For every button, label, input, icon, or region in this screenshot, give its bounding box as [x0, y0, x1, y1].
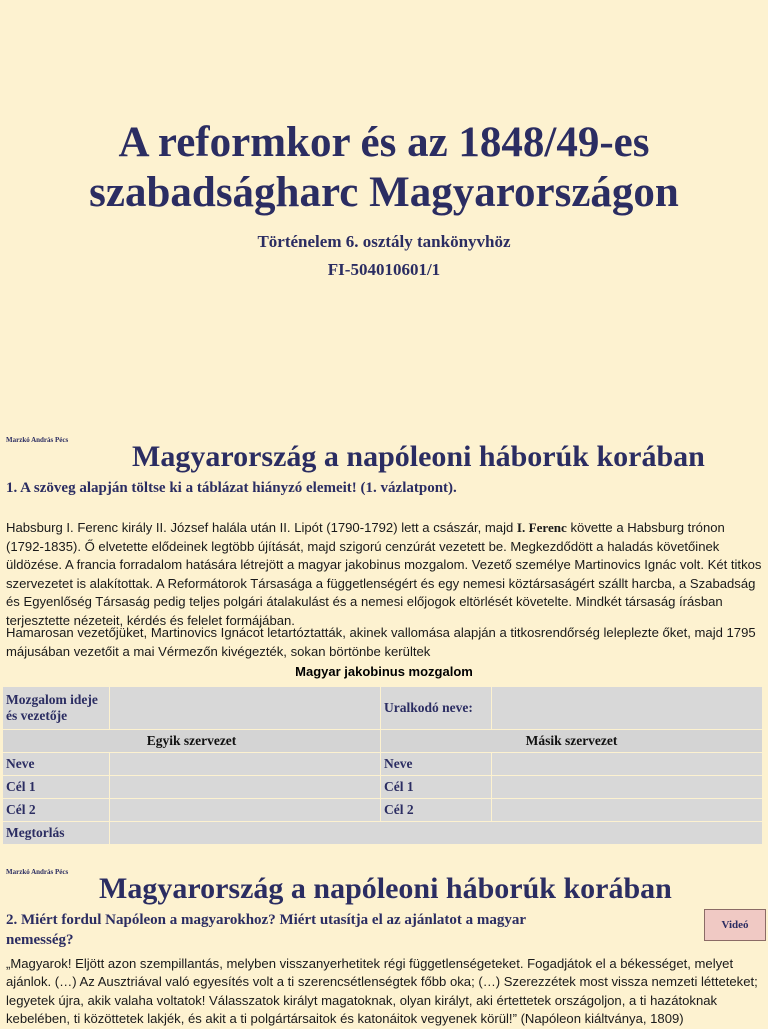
goal2-label-2: Cél 2 — [381, 799, 491, 821]
ruler-name-cell[interactable] — [492, 687, 762, 729]
video-button[interactable]: Videó — [704, 909, 766, 941]
page-title: A reformkor és az 1848/49-es szabadságharc Magyarországon — [89, 119, 679, 216]
napoleon-quote: „Magyarok! Eljött azon szempillantás, melyben visszanyerhetitek régi függetlenségeteket. Fogadjátok el a békességet, melyet ajánlok. (…) Az Ausztriával való egyesítés volt a ti szerencsétlenségtek főbb oka; (…) Szerezzétek most vissza nemzeti létteteket; legyetek újra, akik valaha voltatok! Válasszatok királyt magatoknak, olyan királyt, aki értettetek országoljon, a ti hazátoknak kebelében, ti közöttetek lakjék, és akit a ti polgártársaitok és katonáitok vegyenek körül!” (Napóleon kiáltványa, 1809) — [6, 956, 758, 1027]
table-row — [3, 753, 762, 775]
group1-header: Egyik szervezet — [3, 730, 380, 752]
punishment-cell[interactable] — [110, 822, 762, 844]
name-cell-2[interactable] — [492, 753, 762, 775]
goal2-cell-2[interactable] — [492, 799, 762, 821]
name-label-2: Neve — [381, 753, 491, 775]
table-row — [3, 822, 762, 844]
table-row — [3, 730, 762, 752]
page-subtitle: Történelem 6. osztály tankönyvhöz — [257, 232, 511, 251]
paragraph1-text-a: Habsburg I. Ferenc király II. József halála után II. Lipót (1790-1792) lett a császár, majd — [6, 520, 517, 535]
section2-title: Magyarország a napóleoni háborúk korában — [99, 872, 672, 905]
movement-time-cell[interactable] — [110, 687, 380, 729]
jakobinus-table — [2, 686, 763, 845]
task2-text: 2. Miért fordul Napóleon a magyarokhoz? Miért utasítja el az ajánlatot a magyar nemesség? — [6, 912, 526, 948]
table-row — [3, 799, 762, 821]
goal1-cell-2[interactable] — [492, 776, 762, 798]
paragraph1-bold-name: I. Ferenc — [516, 520, 567, 535]
author-label: Marzkó András Pécs — [6, 436, 69, 444]
group2-header: Másik szervezet — [381, 730, 762, 752]
table-caption: Magyar jakobinus mozgalom — [295, 664, 473, 679]
goal1-cell-1[interactable] — [110, 776, 380, 798]
name-label-1: Neve — [3, 753, 109, 775]
table-row — [3, 687, 762, 729]
goal1-label-2: Cél 1 — [381, 776, 491, 798]
section1-title: Magyarország a napóleoni háborúk korában — [132, 440, 705, 473]
section1-paragraph1 — [6, 519, 762, 631]
ruler-name-label: Uralkodó neve: — [381, 687, 491, 729]
table-row — [3, 776, 762, 798]
movement-time-label: Mozgalom ideje és vezetője — [3, 687, 109, 729]
paragraph1-text-b: követte a Habsburg trónon (1792-1835). Ő elvetette elődeinek legtöbb újítását, majd szigorú cenzúrát vezetett be. Megkezdődött a haladás követőinek üldözése. A francia forradalom hatására létrejött a magyar jakobinus mozgalom. Vezető személye Martinovics Ignác volt. Két titkos szervezetet is alakítottak. A Reformátorok Társasága a függetlenségért és egy nemesi köztársaságért szállt harcba, a Szabadság és Egyenlőség Társaság pedig teljes polgári átalakulást és a nemesi előjogok eltörlését követelte. Mindkét társaság írásban terjesztette nézeteit, kérdés és felelet formájában. — [6, 520, 762, 628]
name-cell-1[interactable] — [110, 753, 380, 775]
task1-text: 1. A szöveg alapján töltse ki a táblázat hiányzó elemeit! (1. vázlatpont). — [6, 480, 457, 496]
goal2-label-1: Cél 2 — [3, 799, 109, 821]
section1-paragraph2: Hamarosan vezetőjüket, Martinovics Ignácot letartóztatták, akinek vallomása alapján a titkosrendőrség leleplezte őket, majd 1795 májusában vezetőit a mai Vérmezőn kivégezték, sokan börtönbe kerültek — [6, 625, 756, 659]
goal1-label-1: Cél 1 — [3, 776, 109, 798]
author-label-2: Marzkó András Pécs — [6, 868, 69, 876]
publication-code: FI-504010601/1 — [327, 260, 441, 279]
goal2-cell-1[interactable] — [110, 799, 380, 821]
punishment-label: Megtorlás — [3, 822, 109, 844]
